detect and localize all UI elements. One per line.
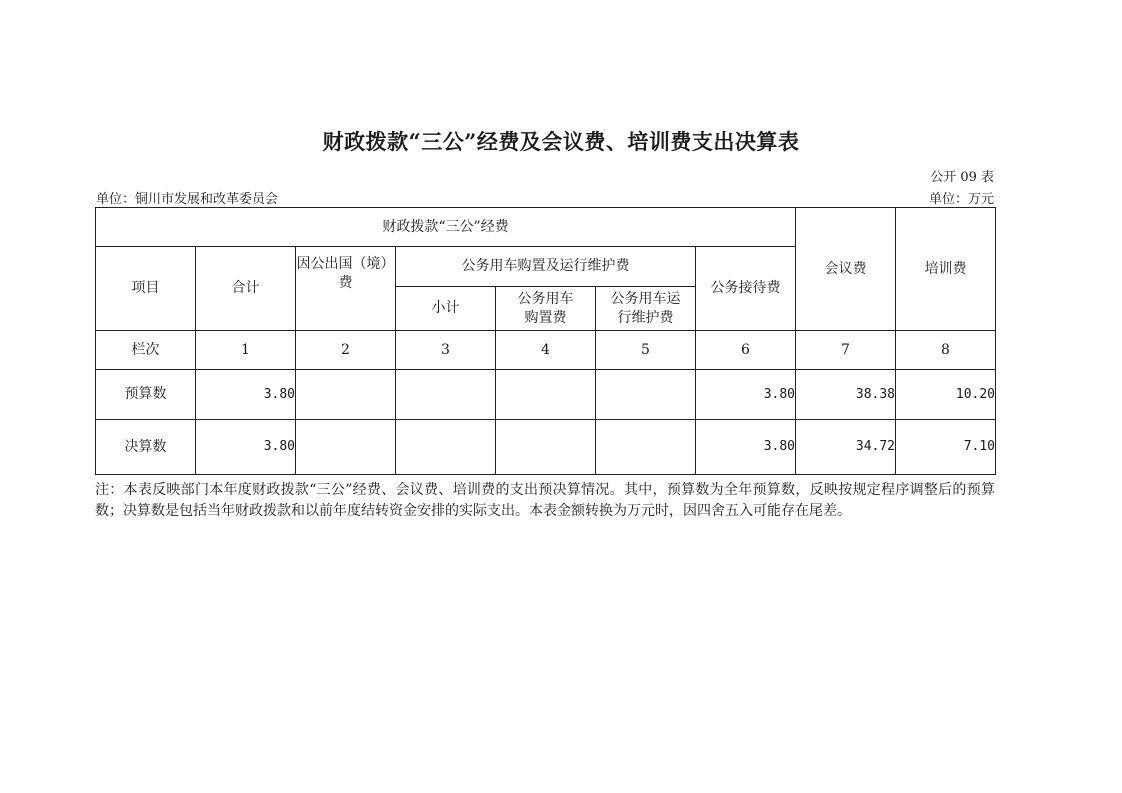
table-note: 注：本表反映部门本年度财政拨款“三公”经费、会议费、培训费的支出预决算情况。其中，预算数为全年预算数，反映按规定程序调整后的预算数；决算数是包括当年财政拨款和以前年度结转资金安排的实际支出。本表金额转换为万元时，因四舍五入可能存在尾差。: [95, 482, 995, 519]
header-car-group: 公务用车购置及运行维护费: [396, 247, 696, 287]
row-label: 决算数: [96, 420, 196, 475]
header-car-purchase: 公务用车购置费: [496, 287, 596, 331]
header-training: 培训费: [896, 208, 996, 331]
currency-unit: 单位：万元: [928, 192, 994, 207]
header-reception: 公务接待费: [696, 247, 796, 331]
cell-car-maintenance: [596, 370, 696, 420]
index-row: [96, 331, 996, 370]
cell-meeting: 38.38: [796, 370, 896, 420]
index-number: 7: [796, 331, 896, 370]
header-item: 项目: [96, 247, 196, 331]
form-number: 公开 09 表: [930, 170, 994, 185]
cell-total: 3.80: [196, 420, 296, 475]
header-abroad: 因公出国（境）费: [296, 247, 396, 331]
cell-car-purchase: [496, 370, 596, 420]
index-number: 5: [596, 331, 696, 370]
header-car-maintenance: 公务用车运行维护费: [596, 287, 696, 331]
cell-training: 7.10: [896, 420, 996, 475]
index-number: 3: [396, 331, 496, 370]
table-row: [96, 370, 996, 420]
cell-car-subtotal: [396, 420, 496, 475]
row-label: 预算数: [96, 370, 196, 420]
header-car-subtotal: 小计: [396, 287, 496, 331]
index-number: 2: [296, 331, 396, 370]
cell-reception: 3.80: [696, 420, 796, 475]
index-number: 1: [196, 331, 296, 370]
cell-meeting: 34.72: [796, 420, 896, 475]
cell-training: 10.20: [896, 370, 996, 420]
index-label: 栏次: [96, 331, 196, 370]
cell-car-subtotal: [396, 370, 496, 420]
reporting-unit: 单位：铜川市发展和改革委员会: [96, 192, 279, 207]
header-total: 合计: [196, 247, 296, 331]
cell-reception: 3.80: [696, 370, 796, 420]
page-title: 财政拨款“三公”经费及会议费、培训费支出决算表: [322, 129, 800, 154]
cell-car-purchase: [496, 420, 596, 475]
cell-abroad: [296, 370, 396, 420]
header-meeting: 会议费: [796, 208, 896, 331]
expenditure-table: [95, 207, 996, 475]
three-public-group-header: 财政拨款“三公”经费: [96, 208, 796, 247]
cell-abroad: [296, 420, 396, 475]
index-number: 6: [696, 331, 796, 370]
cell-total: 3.80: [196, 370, 296, 420]
index-number: 4: [496, 331, 596, 370]
index-number: 8: [896, 331, 996, 370]
cell-car-maintenance: [596, 420, 696, 475]
table-row: [96, 420, 996, 475]
